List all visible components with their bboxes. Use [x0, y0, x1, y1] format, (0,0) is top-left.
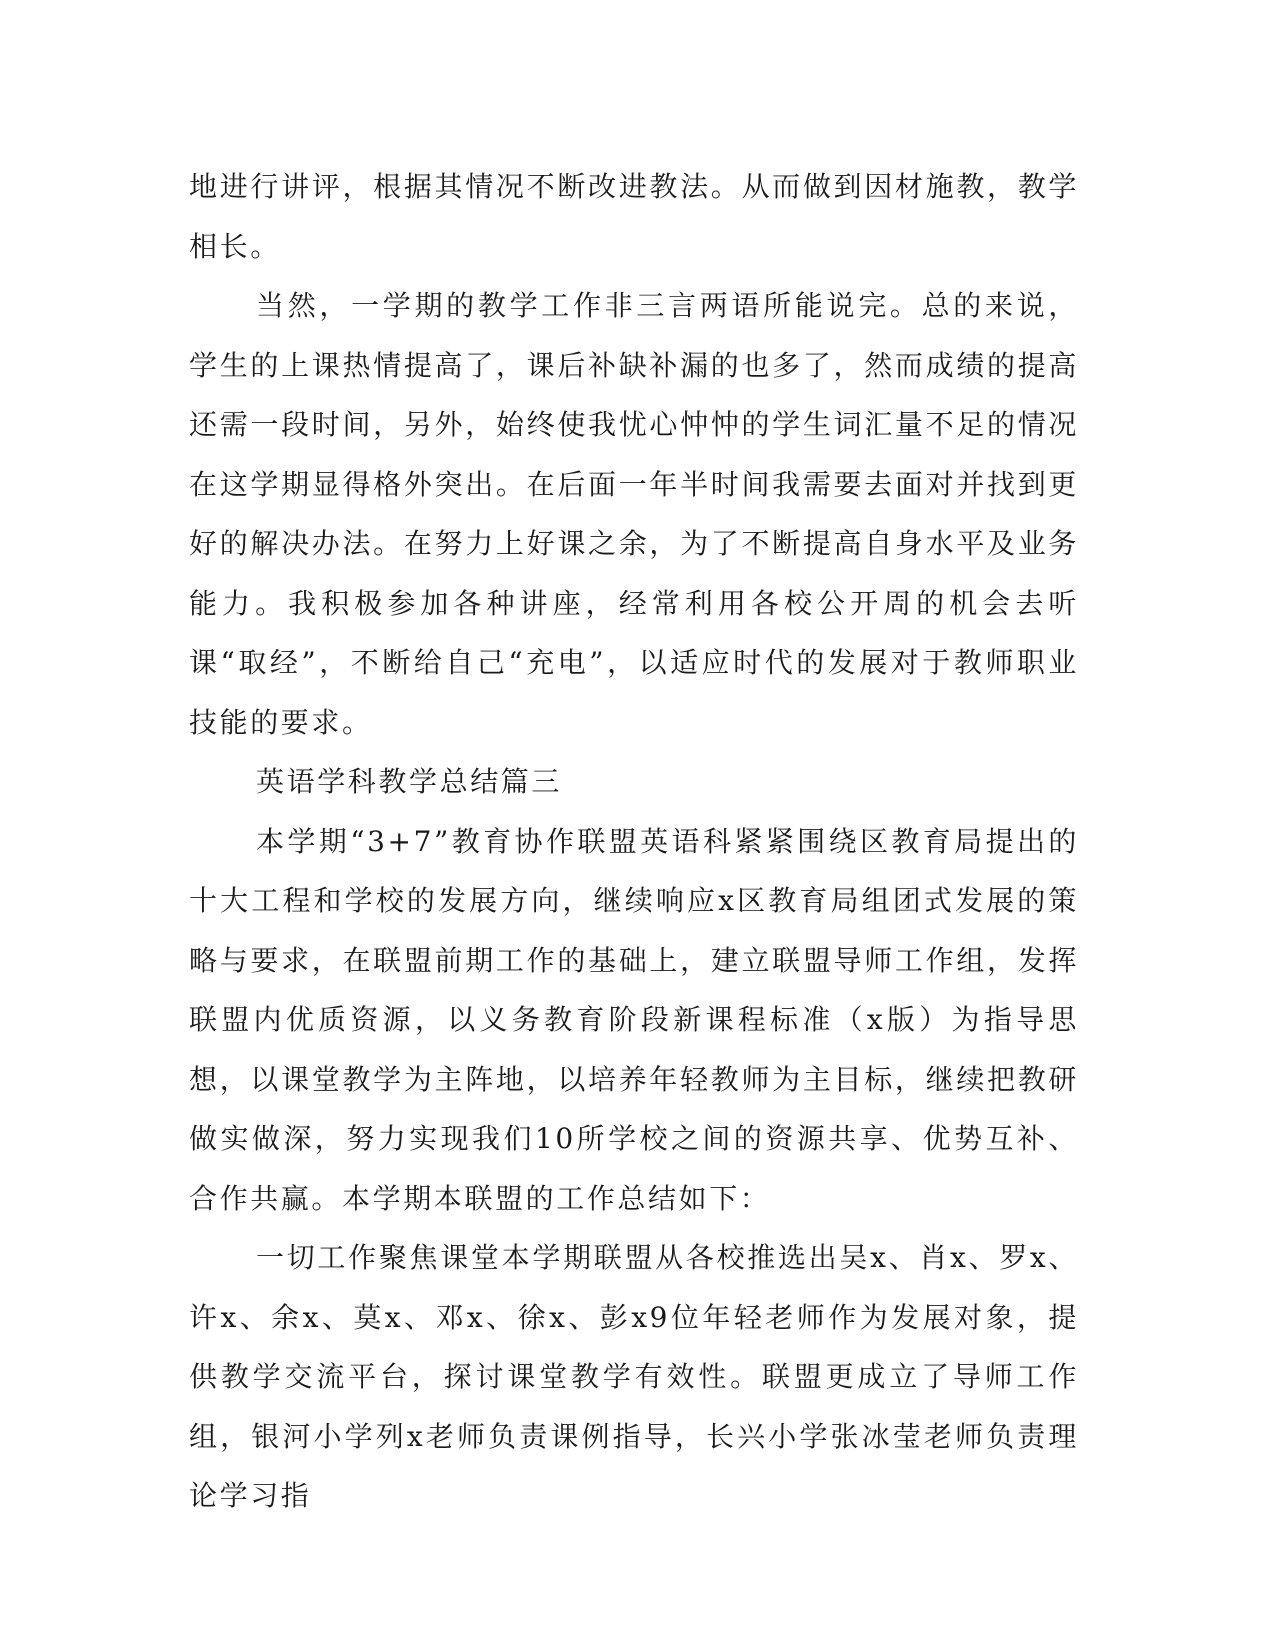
paragraph-focus-classroom: 一切工作聚焦课堂本学期联盟从各校推选出吴x、肖x、罗x、许x、余x、莫x、邓x、徐x、彭x9位年轻老师作为发展对象，提供教学交流平台，探讨课堂教学有效性。联盟更成立了导师工作组，银河小学列x老师负责课例指导，长兴小学张冰莹老师负责理论学习指 [189, 1241, 1079, 1512]
paragraph-summary: 当然，一学期的教学工作非三言两语所能说完。总的来说，学生的上课热情提高了，课后补缺补漏的也多了，然而成绩的提高还需一段时间，另外，始终使我忧心忡忡的学生词汇量不足的情况在这学期显得格外突出。在后面一年半时间我需要去面对并找到更好的解决办法。在努力上好课之余，为了不断提高自身水平及业务能力。我积极参加各种讲座，经常利用各校公开周的机会去听课“取经”，不断给自己“充电”，以适应时代的发展对于教师职业技能的要求。 [189, 289, 1079, 739]
paragraph-continuation: 地进行讲评，根据其情况不断改进教法。从而做到因材施教，教学相长。 [189, 170, 1079, 263]
document-body [189, 157, 1079, 1526]
paragraph-intro: 本学期“3+7”教育协作联盟英语科紧紧围绕区教育局提出的十大工程和学校的发展方向，继续响应x区教育局组团式发展的策略与要求，在联盟前期工作的基础上，建立联盟导师工作组，发挥联盟内优质资源，以义务教育阶段新课程标准（x版）为指导思想，以课堂教学为主阵地，以培养年轻教师为主目标，继续把教研做实做深，努力实现我们10所学校之间的资源共享、优势互补、合作共赢。本学期本联盟的工作总结如下： [189, 824, 1079, 1215]
section-heading: 英语学科教学总结篇三 [256, 765, 563, 798]
